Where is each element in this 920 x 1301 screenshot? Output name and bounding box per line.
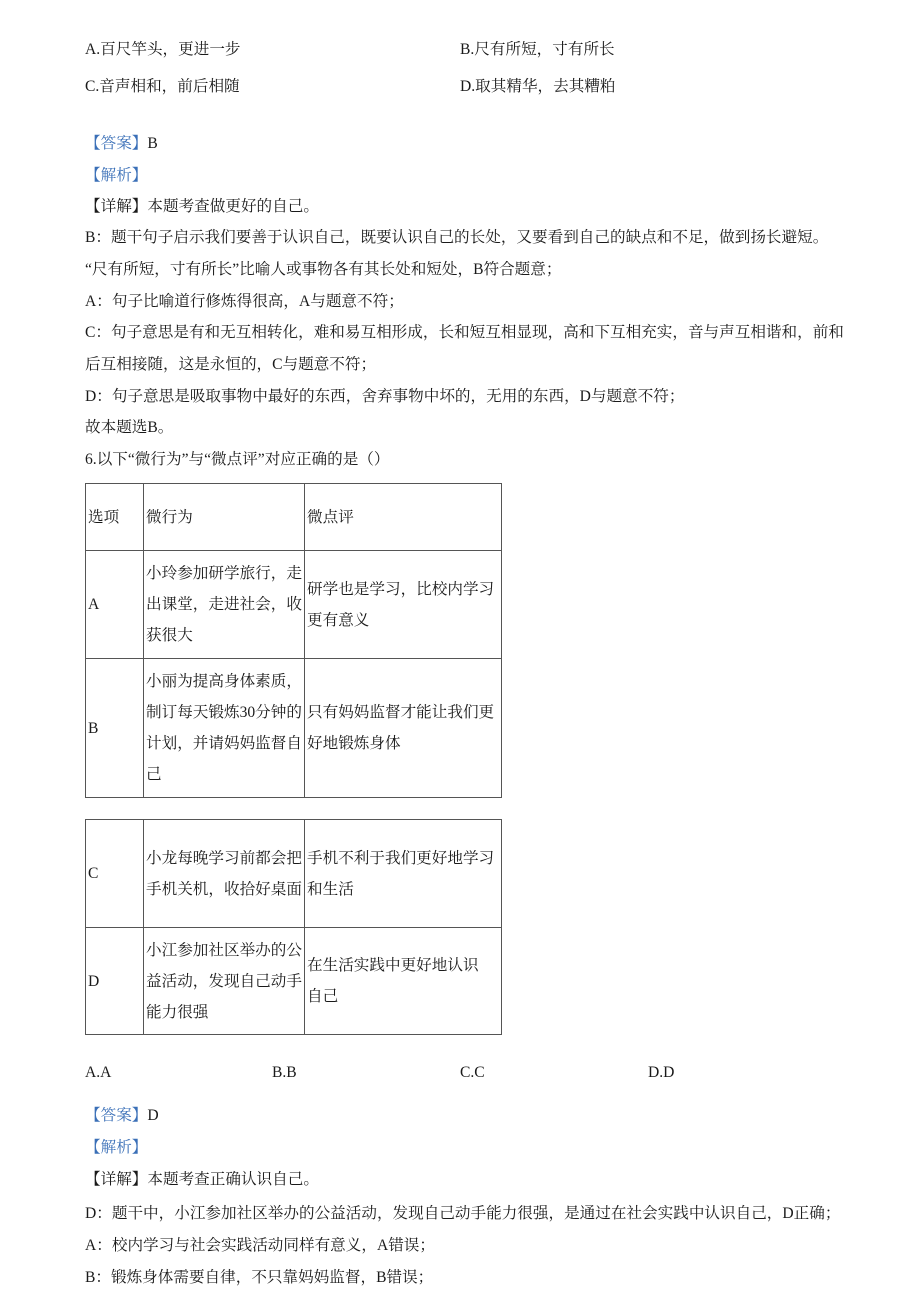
comment-line: 手机不利于我们更好地学习 bbox=[307, 849, 495, 867]
table-header-row bbox=[86, 484, 502, 551]
behavior-line: 己 bbox=[146, 766, 162, 783]
behavior-line: 制订每天锻炼30分钟的 bbox=[146, 704, 302, 721]
row-comment bbox=[305, 659, 502, 798]
q5-detail-line: D：句子意思是吸取事物中最好的东西，舍弃事物中坏的，无用的东西，D与题意不符； bbox=[85, 388, 685, 405]
row-behavior bbox=[144, 820, 305, 928]
q5-detail-line: B：题干句子启示我们要善于认识自己，既要认识自己的长处，又要看到自己的缺点和不足，做到扬长避短。 bbox=[85, 229, 829, 246]
q5-detail-line: “尺有所短，寸有所长”比喻人或事物各有其长处和短处，B符合题意； bbox=[85, 261, 562, 278]
behavior-line: 手机关机，收拾好桌面 bbox=[146, 880, 302, 898]
behavior-line: 益活动，发现自己动手 bbox=[146, 972, 302, 990]
q6-detail-line: D：题干中，小江参加社区举办的公益活动，发现自己动手能力很强，是通过在社会实践中认识自己，D正确； bbox=[85, 1205, 841, 1222]
q5-option-d: D.取其精华，去其糟粕 bbox=[460, 78, 616, 95]
q5-answer-line bbox=[85, 134, 158, 154]
behavior-line: 获很大 bbox=[146, 627, 193, 644]
comment-line: 自己 bbox=[307, 988, 339, 1005]
q6-answer-value: D bbox=[147, 1107, 159, 1124]
q5-detail-line: 后互相接随，这是永恒的，C与题意不符； bbox=[85, 356, 377, 373]
q5-detail-line: A：句子比喻道行修炼得很高，A与题意不符； bbox=[85, 293, 404, 310]
q6-table-part2 bbox=[85, 819, 502, 1035]
q5-option-a: A.百尺竿头，更进一步 bbox=[85, 41, 241, 58]
header-comment: 微点评 bbox=[305, 484, 502, 551]
behavior-line: 小江参加社区举办的公 bbox=[146, 941, 302, 959]
header-behavior: 微行为 bbox=[144, 484, 305, 551]
q6-option-c: C.C bbox=[460, 1064, 485, 1081]
comment-line: 在生活实践中更好地认识 bbox=[307, 957, 479, 974]
q5-answer-tag: 【答案】 bbox=[85, 135, 148, 152]
row-option: C bbox=[86, 820, 144, 928]
q5-detail-line: 【详解】本题考查做更好的自己。 bbox=[85, 198, 319, 215]
q6-option-b: B.B bbox=[272, 1064, 297, 1081]
behavior-line: 计划，并请妈妈监督自 bbox=[146, 735, 302, 752]
q6-stem: 6.以下“微行为”与“微点评”对应正确的是（） bbox=[85, 451, 390, 468]
row-behavior bbox=[144, 928, 305, 1035]
comment-line: 更有意义 bbox=[307, 611, 370, 629]
behavior-line: 小龙每晚学习前都会把 bbox=[146, 849, 302, 867]
behavior-line: 小丽为提高身体素质， bbox=[146, 673, 302, 690]
table-row bbox=[86, 928, 502, 1035]
row-comment bbox=[305, 551, 502, 659]
row-comment bbox=[305, 928, 502, 1035]
q6-analysis-tag: 【解析】 bbox=[85, 1139, 148, 1156]
header-option: 选项 bbox=[86, 484, 144, 551]
q6-detail-line: A：校内学习与社会实践活动同样有意义，A错误； bbox=[85, 1237, 435, 1254]
row-behavior bbox=[144, 659, 305, 798]
q5-analysis-tag: 【解析】 bbox=[85, 167, 148, 184]
table-row bbox=[86, 659, 502, 798]
behavior-line: 能力很强 bbox=[146, 1003, 209, 1021]
q6-option-a: A.A bbox=[85, 1064, 112, 1081]
comment-line: 研学也是学习，比校内学习 bbox=[307, 580, 495, 598]
q5-detail-line: 故本题选B。 bbox=[85, 419, 174, 436]
behavior-line: 小玲参加研学旅行，走 bbox=[146, 565, 302, 582]
row-behavior bbox=[144, 551, 305, 659]
q5-answer-value: B bbox=[147, 135, 158, 152]
comment-line: 好地锻炼身体 bbox=[307, 735, 401, 752]
q5-option-c: C.音声相和，前后相随 bbox=[85, 78, 240, 95]
q6-answer-tag: 【答案】 bbox=[85, 1107, 148, 1124]
q6-option-d: D.D bbox=[648, 1064, 675, 1081]
q6-detail-line: 【详解】本题考查正确认识自己。 bbox=[85, 1171, 319, 1188]
row-comment bbox=[305, 820, 502, 928]
q5-option-b: B.尺有所短，寸有所长 bbox=[460, 41, 615, 58]
q5-detail-line: C：句子意思是有和无互相转化，难和易互相形成，长和短互相显现，高和下互相充实，音与声互相谐和，前和 bbox=[85, 324, 844, 341]
row-option: D bbox=[86, 928, 144, 1035]
q6-answer-line bbox=[85, 1106, 159, 1126]
row-option: A bbox=[86, 551, 144, 659]
table-row bbox=[86, 820, 502, 928]
q6-detail-line: B：锻炼身体需要自律，不只靠妈妈监督，B错误； bbox=[85, 1269, 434, 1286]
row-option: B bbox=[86, 659, 144, 798]
q6-table-part1 bbox=[85, 483, 502, 798]
table-row bbox=[86, 551, 502, 659]
behavior-line: 出课堂，走进社会，收 bbox=[146, 596, 302, 613]
comment-line: 和生活 bbox=[307, 880, 354, 898]
comment-line: 只有妈妈监督才能让我们更 bbox=[307, 704, 495, 721]
